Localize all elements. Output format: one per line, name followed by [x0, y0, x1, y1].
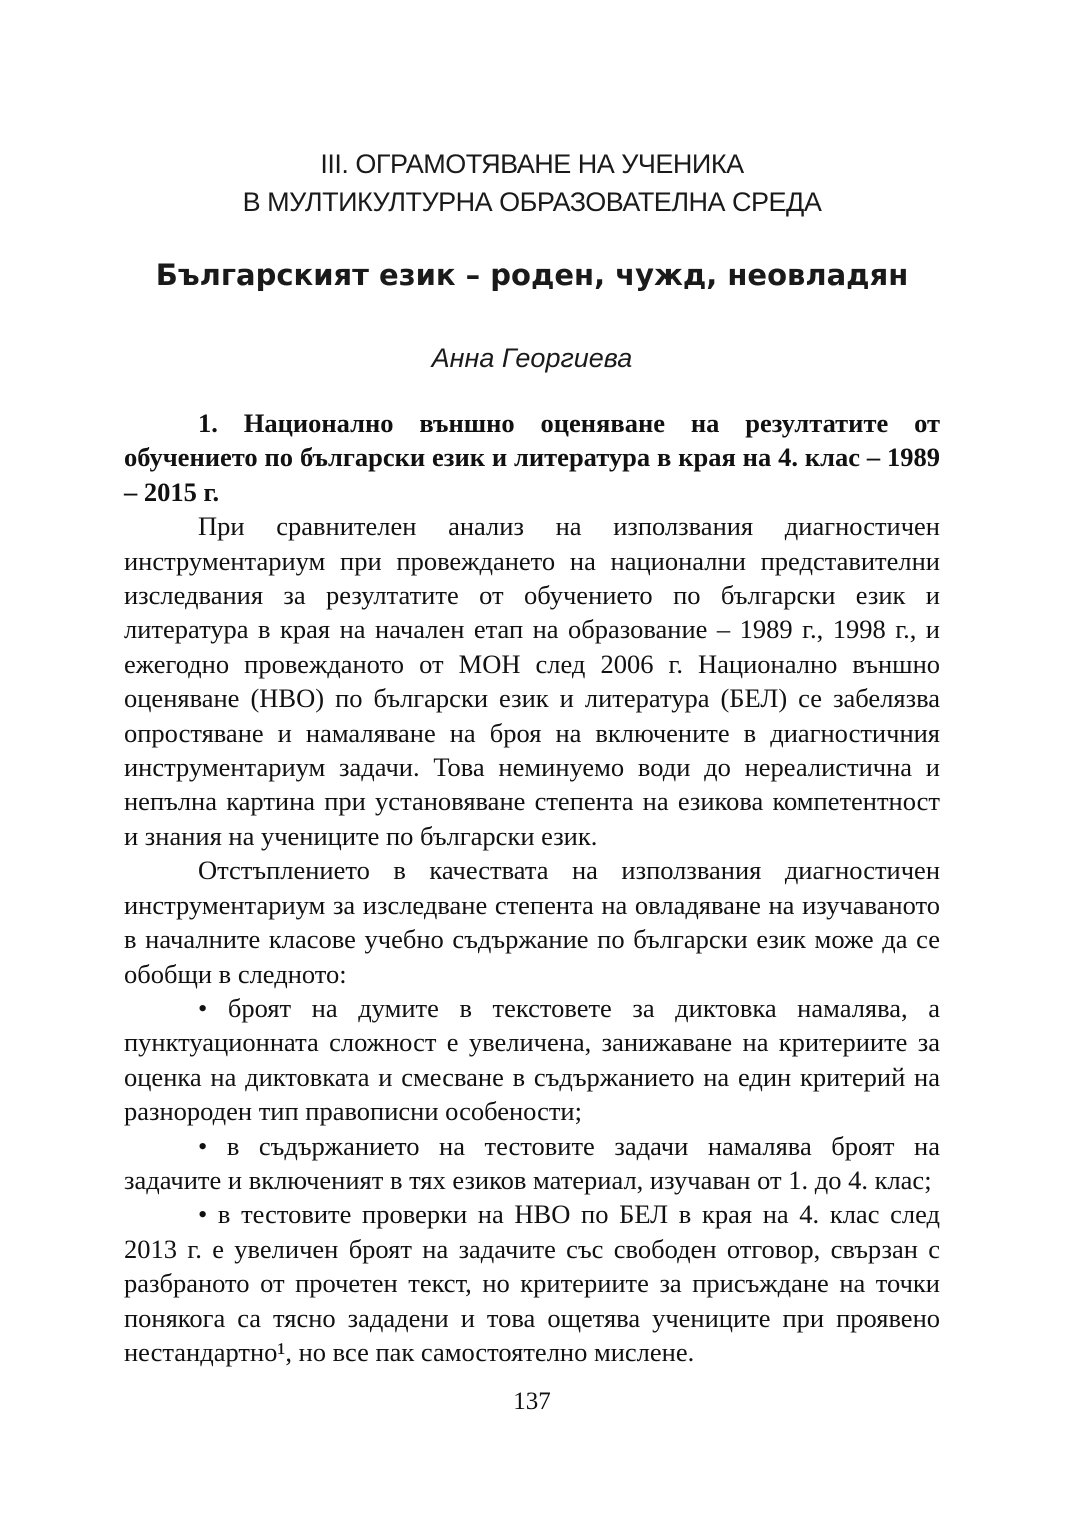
bullet-item-dictation: • броят на думите в текстовете за диктовка намалява, а пунктуационната сложност е увеличена, занижаване на критериите за оценка на диктовката и смесване в съдържанието на един критерий на разнороден тип правописни особености; [124, 992, 940, 1127]
section-heading: 1. Национално външно оценяване на резултатите от обучението по български език и литература в края на 4. клас – 1989 – 2015 г. [124, 408, 940, 507]
chapter-heading [124, 145, 940, 221]
paragraph-intro: При сравнителен анализ на използвания диагностичен инструментариум при провеждането на национални представителни изследвания за резултатите от обучението по български език и литература в края на начален етап на образование – 1989 г., 1998 г., и ежегодно провежданото от МОН след 2006 г. Национално външно оценяване (НВО) по български език и литература (БЕЛ) се забелязва опростяване и намаляване на броя на включените в диагностичния инструментариум задачи. Това неминуемо води до нереалистична и непълна картина при установяване степента на езикова компетентност и знания на учениците по български език. [124, 511, 940, 851]
chapter-heading-line-2: В МУЛТИКУЛТУРНА ОБРАЗОВАТЕЛНА СРЕДА [242, 187, 822, 217]
article-title: Българският език – роден, чужд, неовладян [155, 258, 909, 292]
page-number: 137 [513, 1388, 551, 1415]
book-page [124, 0, 940, 1530]
chapter-heading-line-1: III. ОГРАМОТЯВАНЕ НА УЧЕНИКА [320, 149, 744, 179]
paragraph-summary: Отстъплението в качествата на използвания диагностичен инструментариум за изследване степента на овладяване на изучаваното в началните класове учебно съдържание по български език може да се обобщи в следното: [124, 855, 940, 989]
bullet-item-open-answers: • в тестовите проверки на НВО по БЕЛ в края на 4. клас след 2013 г. е увеличен броят на задачите със свободен отговор, свързан с разбраното от прочетен текст, но критериите за присъждане на точки понякога са тясно зададени и това ощетява учениците при проявено нестандартно¹, но все пак самостоятелно мислене. [124, 1199, 940, 1367]
article-body [124, 406, 940, 1369]
bullet-item-test-tasks: • в съдържанието на тестовите задачи намалява броят на задачите и включеният в тях езиков материал, изучаван от 1. до 4. клас; [124, 1130, 940, 1195]
article-author: Анна Георгиева [431, 343, 633, 373]
